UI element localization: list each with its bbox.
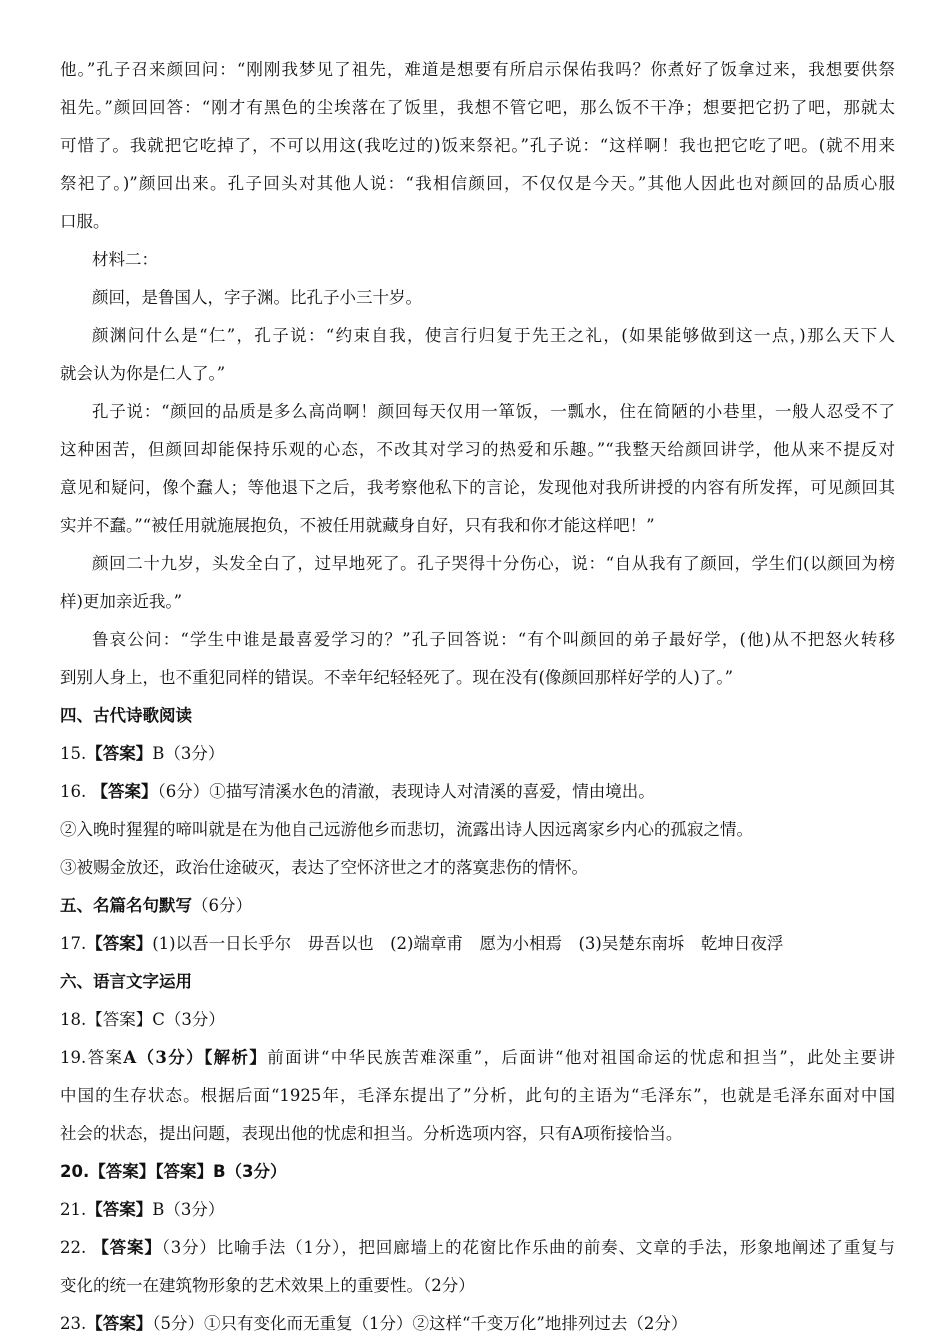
text-line: 口服。: [60, 212, 110, 231]
answer-16-point-2: ②入晚时猩猩的啼叫就是在为他自己远游他乡而悲切，流露出诗人因远离家乡内心的孤寂之情。: [60, 820, 753, 839]
answer-19-answer: A（3分）【解析】: [123, 1048, 268, 1067]
answer-15-tag: 【答案】: [86, 744, 153, 763]
answer-16-tag: 【答案】: [91, 782, 158, 801]
section-four-heading: 四、古代诗歌阅读: [60, 706, 192, 725]
section-five-title: 五、名篇名句默写: [60, 896, 192, 915]
section-six-heading: 六、语言文字运用: [60, 972, 192, 991]
answer-16-number: 16.: [60, 782, 92, 801]
answer-19-text: 前面讲“中华民族苦难深重”，后面讲“他对祖国命运的忧虑和担当”，此处主要讲: [267, 1048, 895, 1067]
answer-23: [60, 1313, 895, 1335]
answer-23-tag: 【答案】: [86, 1314, 153, 1333]
text-line: 这种困苦，但颜回却能保持乐观的心态，不改其对学习的热爱和乐趣。”“我整天给颜回讲学，他从来不提反对: [60, 440, 895, 459]
answer-22-tag: 【答案】: [92, 1238, 162, 1257]
material-two-heading: 材料二：: [92, 250, 158, 269]
answer-18: 18.【答案】C（3分）: [60, 1010, 225, 1029]
answer-23-number: 23.: [60, 1314, 87, 1333]
section-five-score: （6分）: [192, 896, 252, 915]
answer-15-number: 15.: [60, 744, 87, 763]
answer-19-line-3: 社会的状态，提出问题，表现出他的忧虑和担当。分析选项内容，只有A项衔接恰当。: [60, 1124, 683, 1143]
answer-16: [60, 781, 895, 803]
answer-15-text: B（3分）: [152, 744, 225, 763]
text-line: 就会认为你是仁人了。”: [60, 364, 226, 383]
answer-21-number: 21.: [60, 1200, 87, 1219]
answer-23-text: （5分）①只有变化而无重复（1分）②这样“千变万化”地排列过去（2分）: [152, 1314, 688, 1333]
answer-22-text: （3分）比喻手法（1分），把回廊墙上的花窗比作乐曲的前奏、文章的手法，形象地阐述了重复与: [161, 1238, 896, 1257]
answer-21-tag: 【答案】: [86, 1200, 153, 1219]
text-line: 祭祀了。)”颜回出来。孔子回头对其他人说：“我相信颜回，不仅仅是今天。”其他人因此也对颜回的品质心服: [60, 174, 895, 193]
answer-21-text: B（3分）: [152, 1200, 225, 1219]
section-five-heading: [60, 895, 895, 917]
text-line: 颜渊问什么是“仁”，孔子说：“约束自我，使言行归复于先王之礼，(如果能够做到这一点，)那么天下人: [92, 326, 895, 345]
text-line: 样)更加亲近我。”: [60, 592, 183, 611]
answer-22-number: 22.: [60, 1238, 93, 1257]
answer-17: [60, 933, 895, 955]
text-line: 孔子说：“颜回的品质是多么高尚啊！颜回每天仅用一箪饭，一瓢水，住在简陋的小巷里，一般人忍受不了: [92, 402, 895, 421]
answer-19-line-2: 中国的生存状态。根据后面“1925年，毛泽东提出了”分析，此句的主语为“毛泽东”，也就是毛泽东面对中国: [60, 1086, 895, 1105]
text-line: 颜回二十九岁，头发全白了，过早地死了。孔子哭得十分伤心，说：“自从我有了颜回，学生们(以颜回为榜: [92, 554, 895, 573]
text-line: 意见和疑问，像个蠢人；等他退下之后，我考察他私下的言论，发现他对我所讲授的内容有所发挥，可见颜回其: [60, 478, 895, 497]
text-line: 到别人身上，也不重犯同样的错误。不幸年纪轻轻死了。现在没有(像颜回那样好学的人)了。”: [60, 668, 734, 687]
text-line: 实并不蠢。”“被任用就施展抱负，不被任用就藏身自好，只有我和你才能这样吧！”: [60, 516, 655, 535]
answer-22: [60, 1237, 895, 1259]
answer-17-number: 17.: [60, 934, 87, 953]
text-line: 他。”孔子召来颜回问：“刚刚我梦见了祖先，难道是想要有所启示保佑我吗？你煮好了饭拿过来，我想要供祭: [60, 60, 895, 79]
answer-19-lead: 19.答案: [60, 1048, 124, 1067]
answer-15: [60, 743, 895, 765]
text-line: 祖先。”颜回回答：“刚才有黑色的尘埃落在了饭里，我想不管它吧，那么饭不干净；想要把它扔了吧，那就太: [60, 98, 895, 117]
answer-17-text: (1)以吾一日长乎尔 毋吾以也 (2)端章甫 愿为小相焉 (3)吴楚东南坼 乾坤日夜浮: [152, 934, 784, 953]
answer-19: [60, 1047, 895, 1069]
answer-20: 20.【答案】【答案】B（3分）: [60, 1162, 287, 1181]
answer-17-tag: 【答案】: [86, 934, 153, 953]
answer-21: [60, 1199, 895, 1221]
answer-16-point-3: ③被赐金放还，政治仕途破灭，表达了空怀济世之才的落寞悲伤的情怀。: [60, 858, 588, 877]
answer-16-text: （6分）①描写清溪水色的清澈，表现诗人对清溪的喜爱，情由境出。: [157, 782, 655, 801]
text-line: 鲁哀公问：“学生中谁是最喜爱学习的？”孔子回答说：“有个叫颜回的弟子最好学，(他)从不把怒火转移: [92, 630, 895, 649]
answer-22-line-2: 变化的统一在建筑物形象的艺术效果上的重要性。（2分）: [60, 1276, 475, 1295]
text-line: 可惜了。我就把它吃掉了，不可以用这(我吃过的)饭来祭祀。”孔子说：“这样啊！我也把它吃了吧。(就不用来: [60, 136, 895, 155]
text-line: 颜回，是鲁国人，字子渊。比孔子小三十岁。: [92, 288, 422, 307]
